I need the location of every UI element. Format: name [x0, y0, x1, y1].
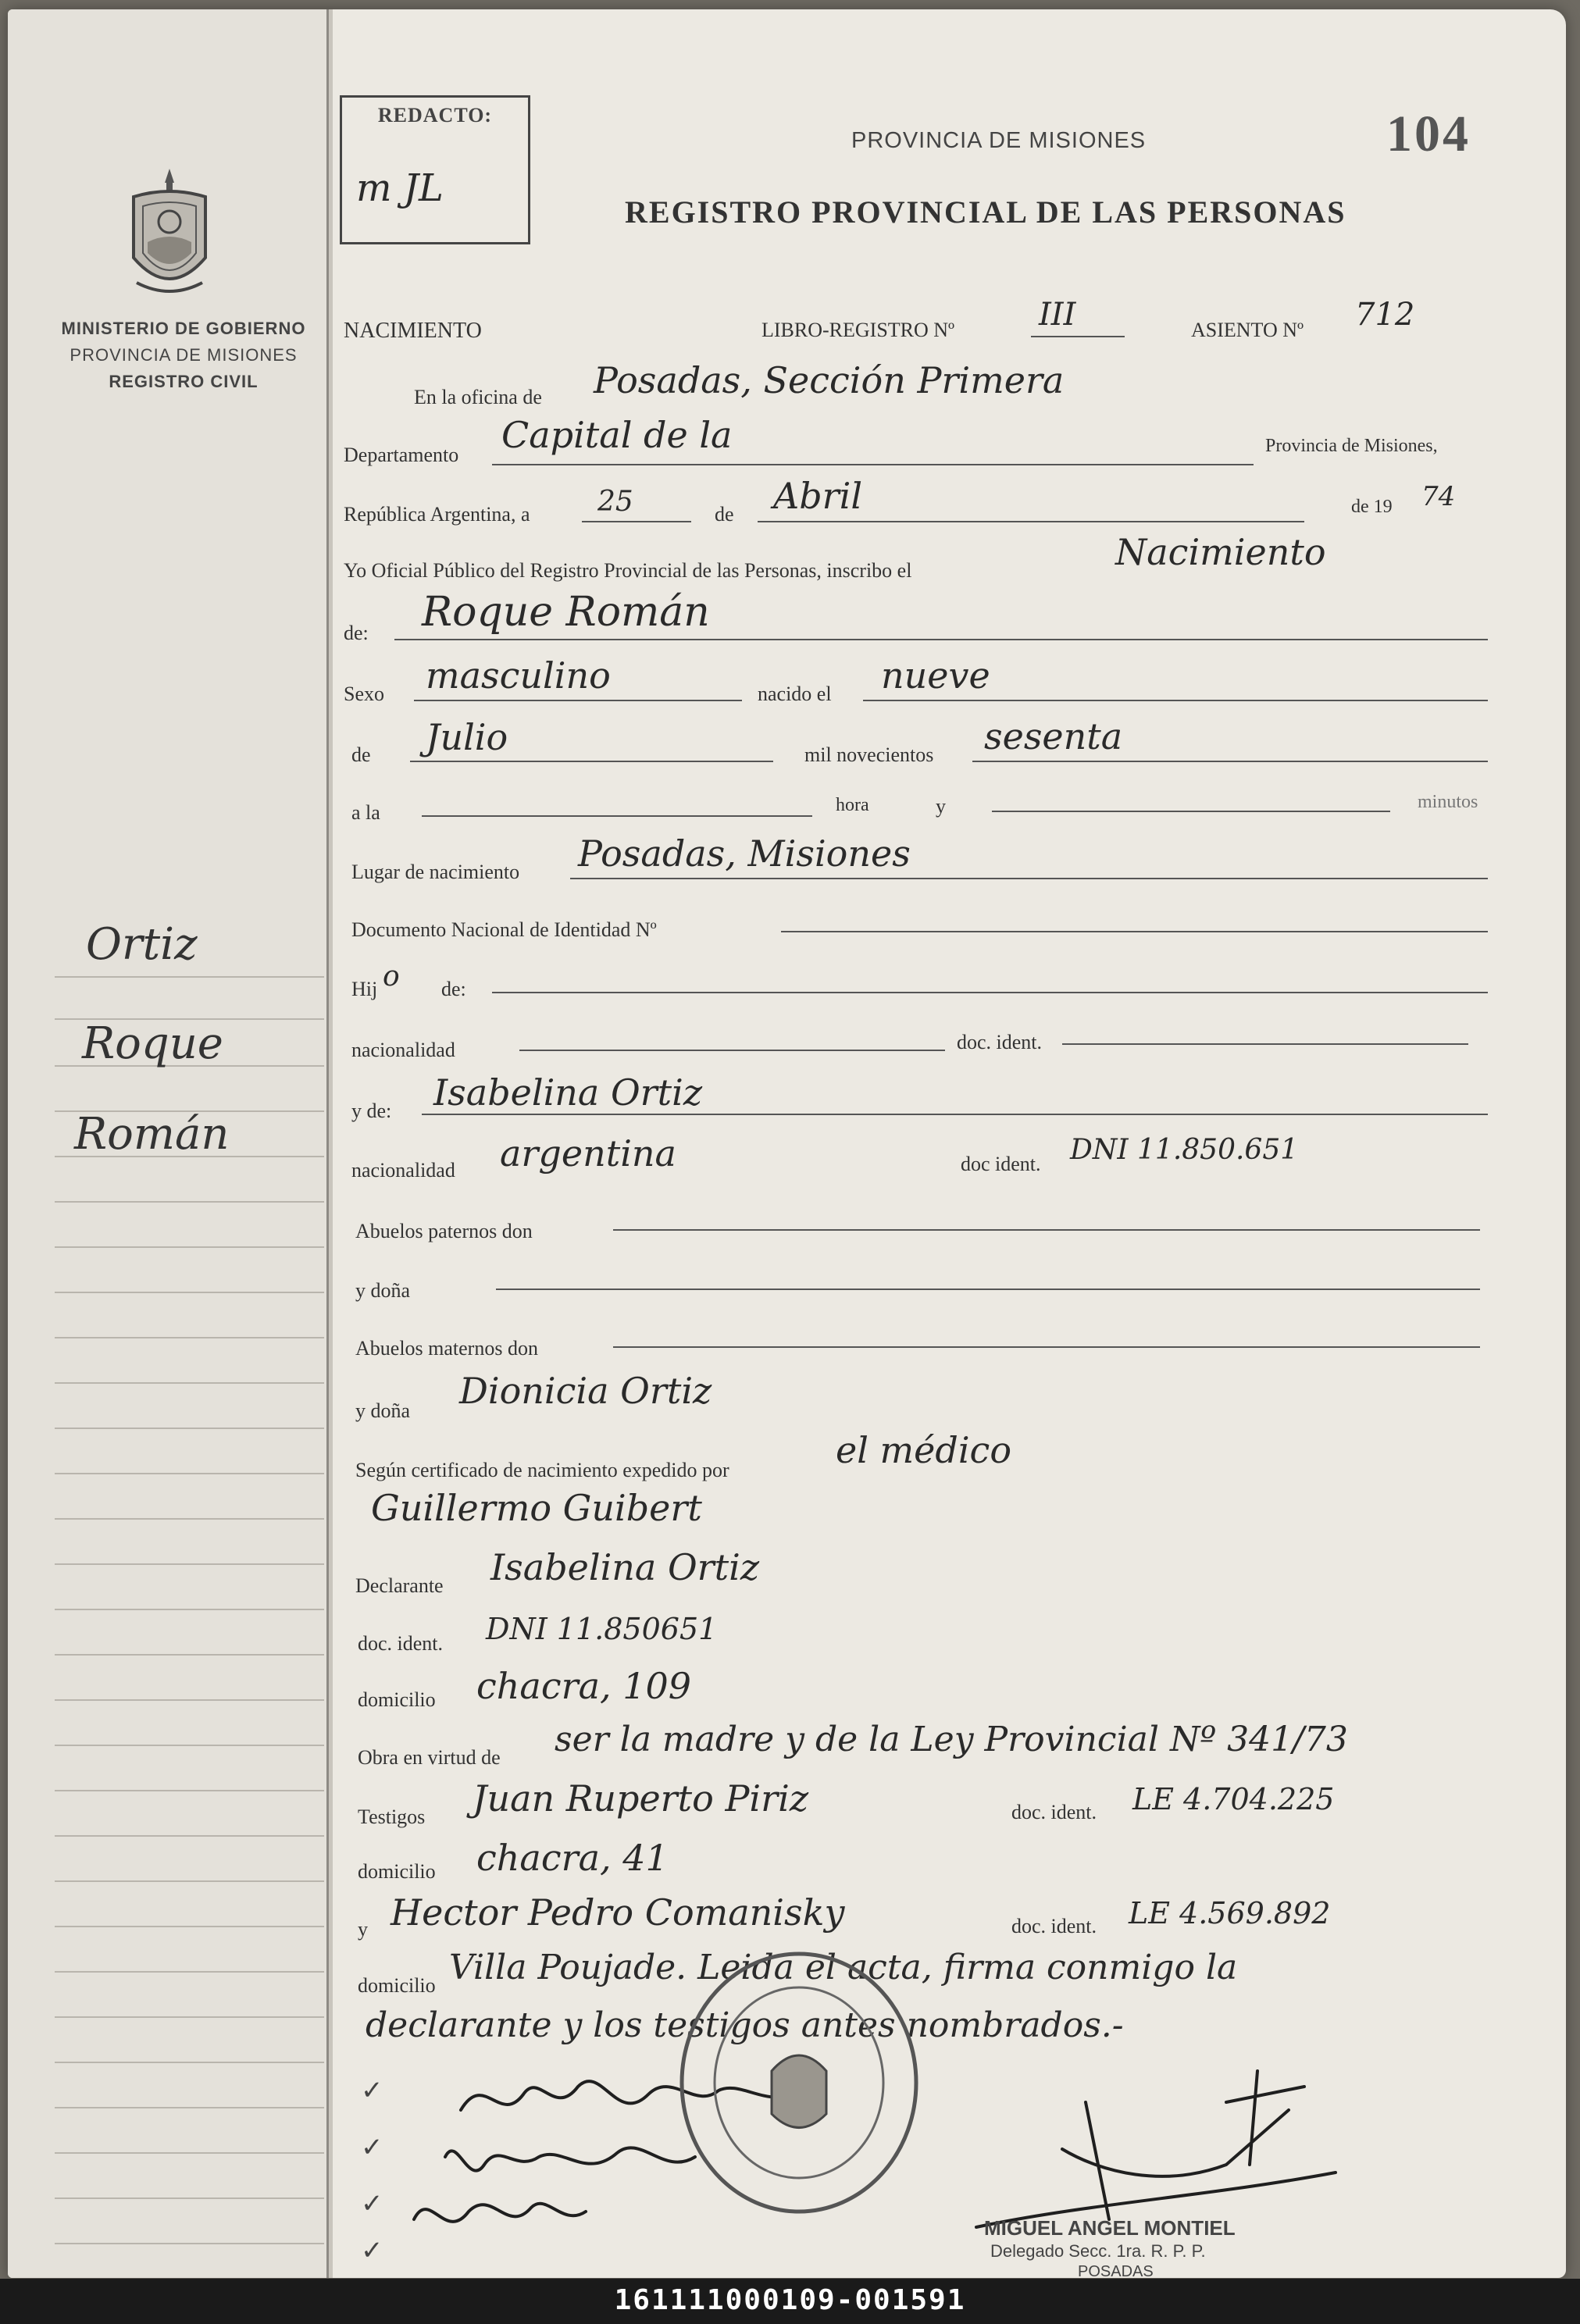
stub-line [55, 1790, 324, 1791]
obra-label: Obra en virtud de [358, 1746, 501, 1769]
abuela-paterna-label: y doña [355, 1279, 411, 1302]
stub-line [55, 2107, 324, 2108]
stub-line [55, 2062, 324, 2063]
abuela-paterna-rule [496, 1289, 1480, 1290]
ministry-line-3: REGISTRO CIVIL [109, 372, 259, 391]
docident-padre-label: doc. ident. [957, 1031, 1043, 1053]
stub-line [55, 1835, 324, 1837]
binder-stub [8, 9, 329, 2278]
lugar-rule [570, 878, 1488, 879]
closing-text: declarante y los testigos antes nombrados.- [366, 2005, 1124, 2045]
abuelo-materno-rule [613, 1346, 1480, 1348]
mil-label: mil novecientos [804, 743, 934, 766]
nacido-label: nacido el [758, 683, 832, 705]
stub-line [55, 2243, 324, 2244]
mes-rule [758, 521, 1304, 522]
sexo-rule [414, 700, 742, 701]
docident-testigo2-value: LE 4.569.892 [1129, 1896, 1331, 1930]
docident-testigo1-value: LE 4.704.225 [1132, 1782, 1335, 1816]
madre-rule [422, 1114, 1488, 1115]
official-seal-icon [670, 1946, 928, 2219]
official-name: MIGUEL ANGEL MONTIEL [984, 2216, 1236, 2240]
stub-line [55, 1971, 324, 1973]
departamento-label: Departamento [344, 444, 459, 466]
testigo1-value: Juan Ruperto Piriz [473, 1777, 809, 1820]
minutos-label: minutos [1418, 792, 1478, 812]
hora-label: hora [836, 795, 869, 815]
nombre-label: de: [344, 622, 369, 644]
stub-line [55, 2016, 324, 2018]
libro-label: LIBRO-REGISTRO Nº [761, 319, 955, 341]
nacido-value: nueve [881, 654, 990, 697]
lugar-label: Lugar de nacimiento [351, 861, 520, 883]
official-role: Delegado Secc. 1ra. R. P. P. [990, 2241, 1206, 2261]
stub-line [55, 1246, 324, 1248]
document-page [8, 9, 1566, 2278]
libro-rule [1031, 336, 1125, 337]
stub-line [55, 976, 324, 978]
coat-of-arms-icon [119, 166, 219, 305]
nombre-rule [394, 639, 1488, 640]
tick-mark: ✓ [361, 2076, 383, 2105]
stub-line [55, 1745, 324, 1746]
docident-declarante-label: doc. ident. [358, 1632, 444, 1655]
testigo2-value: Hector Pedro Comanisky [391, 1891, 845, 1934]
dni-label: Documento Nacional de Identidad Nº [351, 918, 657, 941]
de-label: de [715, 503, 734, 526]
nacionalidad-padre-label: nacionalidad [351, 1039, 455, 1061]
y-testigo2-label: y [358, 1918, 368, 1941]
domicilio-testigo1-value: chacra, 41 [476, 1837, 669, 1879]
abuelos-paternos-label: Abuelos paternos don [355, 1220, 533, 1242]
provincia-label: Provincia de Misiones, [1265, 436, 1438, 456]
mes-value: Abril [773, 475, 863, 517]
nacido-rule [863, 700, 1488, 701]
abuelo-paterno-rule [613, 1229, 1480, 1231]
docident-madre-value: DNI 11.850.651 [1070, 1134, 1299, 1166]
stub-line [55, 1473, 324, 1474]
sexo-label: Sexo [344, 683, 384, 705]
oficina-value: Posadas, Sección Primera [594, 359, 1065, 401]
anio-label: de 19 [1351, 497, 1393, 517]
oficial-label: Yo Oficial Público del Registro Provincial de las Personas, inscribo el [344, 559, 912, 582]
province-title: PROVINCIA DE MISIONES [851, 128, 1147, 153]
nombre-value: Roque Román [422, 589, 710, 636]
declarante-label: Declarante [355, 1574, 444, 1597]
hijo-value: o [383, 961, 400, 993]
stub-line [55, 1382, 324, 1384]
docident-testigo1-label: doc. ident. [1011, 1801, 1097, 1823]
tick-mark: ✓ [361, 2237, 383, 2265]
anio-value: 74 [1421, 481, 1456, 512]
stub-line [55, 1926, 324, 1927]
testigos-label: Testigos [358, 1805, 426, 1828]
mil-value: sesenta [984, 715, 1123, 757]
docident-madre-label: doc ident. [961, 1153, 1041, 1175]
padre-rule [492, 992, 1488, 993]
margin-surname: Ortiz [86, 919, 198, 970]
abuela-materna-value: Dionicia Ortiz [459, 1370, 712, 1412]
registry-title: REGISTRO PROVINCIAL DE LAS PERSONAS [625, 194, 1346, 230]
mil-rule [972, 761, 1488, 762]
docident-testigo2-label: doc. ident. [1011, 1915, 1097, 1937]
stub-line [55, 2197, 324, 2199]
document-id: 161111000109-001591 [614, 2284, 966, 2316]
republica-label: República Argentina, a [344, 503, 530, 526]
ala-label: a la [351, 801, 380, 824]
record-type: NACIMIENTO [344, 319, 482, 343]
stub-line [55, 1880, 324, 1882]
departamento-rule [492, 464, 1254, 465]
madre-value: Isabelina Ortiz [433, 1071, 703, 1114]
hora-rule [422, 815, 812, 817]
mes-nac-rule [410, 761, 773, 762]
ministry-line-1: MINISTERIO DE GOBIERNO [61, 319, 306, 338]
margin-first-name: Roque [82, 1018, 223, 1069]
oficina-label: En la oficina de [414, 386, 542, 408]
signature-testigo2 [414, 2204, 586, 2222]
medico-value: Guillermo Guibert [371, 1487, 702, 1529]
stub-line [55, 1428, 324, 1429]
stub-line [55, 1518, 324, 1520]
dni-rule [781, 931, 1488, 932]
redacto-box [340, 95, 530, 244]
stub-line [55, 1609, 324, 1610]
lugar-value: Posadas, Misiones [578, 832, 911, 875]
abuela-materna-label: y doña [355, 1399, 411, 1422]
certificado-value: el médico [836, 1429, 1012, 1471]
domicilio-testigo2-value: Villa Poujade. Leida el acta, firma conmigo la [449, 1948, 1238, 1987]
margin-second-name: Román [74, 1109, 230, 1160]
stub-line [55, 1563, 324, 1565]
domicilio-testigo1-label: domicilio [358, 1860, 436, 1883]
folio-number: 104 [1386, 105, 1471, 162]
signature-testigo1 [445, 2148, 695, 2170]
ministry-heading [47, 315, 320, 395]
docident-declarante-value: DNI 11.850651 [486, 1612, 718, 1646]
y-label: y [936, 795, 946, 818]
redacto-label: REDACTO: [377, 104, 493, 127]
obra-value: ser la madre y de la Ley Provincial Nº 341/73 [555, 1720, 1348, 1759]
tick-mark: ✓ [361, 2133, 383, 2162]
stub-line [55, 1337, 324, 1338]
stub-line [55, 1699, 324, 1701]
redacto-initials: m JL [356, 166, 444, 210]
minutos-rule [992, 811, 1390, 812]
ministry-line-2: PROVINCIA DE MISIONES [70, 345, 298, 365]
mes-nac-value: Julio [426, 716, 508, 758]
nacionalidad-madre-label: nacionalidad [351, 1159, 455, 1182]
nacionalidad-madre-value: argentina [500, 1132, 676, 1174]
oficial-value: Nacimiento [1115, 531, 1326, 573]
official-place: POSADAS [1078, 2263, 1154, 2278]
docident-padre-rule [1062, 1043, 1468, 1045]
declarante-value: Isabelina Ortiz [490, 1546, 760, 1588]
departamento-value: Capital de la [501, 414, 733, 456]
asiento-label: ASIENTO Nº [1191, 319, 1304, 341]
madre-label: y de: [351, 1100, 392, 1122]
signatures-drawing [383, 2040, 1507, 2274]
hijo-label: Hij [351, 978, 378, 1000]
domicilio-declarante-label: domicilio [358, 1688, 436, 1711]
stub-line [55, 2152, 324, 2154]
abuelos-maternos-label: Abuelos maternos don [355, 1337, 538, 1360]
stub-line [55, 1292, 324, 1293]
tick-mark: ✓ [361, 2190, 383, 2219]
dia-value: 25 [597, 486, 633, 518]
hijo-de-label: de: [441, 978, 466, 1000]
libro-value: III [1039, 297, 1076, 333]
stub-line [55, 1201, 324, 1203]
domicilio-testigo2-label: domicilio [358, 1974, 436, 1997]
certificado-label: Según certificado de nacimiento expedido por [355, 1459, 729, 1481]
stub-line [55, 1654, 324, 1656]
domicilio-declarante-value: chacra, 109 [476, 1665, 692, 1707]
nacionalidad-padre-rule [519, 1050, 945, 1051]
de-mes-label: de [351, 743, 371, 766]
asiento-value: 712 [1355, 297, 1415, 333]
sexo-value: masculino [426, 654, 611, 697]
dia-rule [582, 521, 691, 522]
